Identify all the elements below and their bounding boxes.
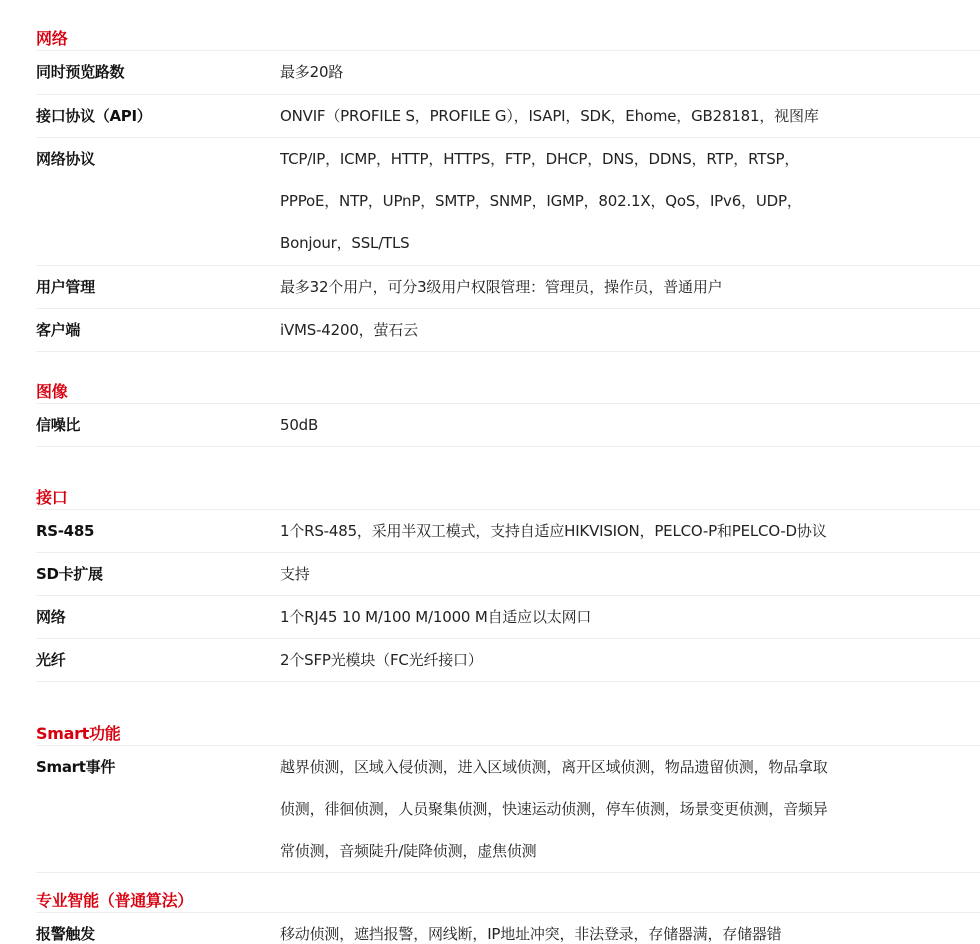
spec-row bbox=[36, 912, 980, 943]
spec-value-line: iVMS-4200，萤石云 bbox=[280, 321, 418, 339]
spec-value-line: 1个RS-485，采用半双工模式，支持自适应HIKVISION，PELCO-P和PELCO-D协议 bbox=[280, 522, 827, 540]
spec-value-line: 越界侦测，区域入侵侦测，进入区域侦测，离开区域侦测，物品遗留侦测，物品拿取 bbox=[280, 758, 828, 776]
spec-value-line: 最多20路 bbox=[280, 63, 344, 81]
spec-value bbox=[280, 51, 980, 94]
spec-value-line: 常侦测，音频陡升/陡降侦测，虚焦侦测 bbox=[280, 842, 537, 860]
section-title: 图像 bbox=[36, 382, 68, 401]
spec-key: SD卡扩展 bbox=[36, 565, 103, 583]
spec-value bbox=[280, 913, 980, 943]
spec-value bbox=[280, 596, 980, 638]
spec-key: 用户管理 bbox=[36, 278, 95, 296]
spec-key: RS-485 bbox=[36, 522, 95, 540]
spec-value bbox=[280, 639, 980, 681]
spec-value bbox=[280, 266, 980, 308]
spec-value-line: 侦测，徘徊侦测，人员聚集侦测，快速运动侦测，停车侦测，场景变更侦测，音频异 bbox=[280, 800, 828, 818]
spec-value bbox=[280, 309, 980, 351]
spec-value bbox=[280, 510, 980, 552]
spec-row bbox=[36, 638, 980, 682]
section-image bbox=[36, 381, 980, 447]
section-network bbox=[36, 28, 980, 352]
spec-value bbox=[280, 553, 980, 595]
section-smart bbox=[36, 723, 980, 873]
spec-row bbox=[36, 552, 980, 595]
spec-value-line: 50dB bbox=[280, 416, 319, 434]
spec-key: 报警触发 bbox=[36, 925, 95, 943]
spec-key: 信噪比 bbox=[36, 416, 81, 434]
spec-key: 网络 bbox=[36, 608, 66, 626]
spec-key: 同时预览路数 bbox=[36, 63, 125, 81]
section-interface bbox=[36, 487, 980, 682]
spec-row bbox=[36, 595, 980, 638]
section-pro-intelligence bbox=[36, 890, 980, 943]
spec-key: Smart事件 bbox=[36, 758, 116, 776]
spec-value-line: TCP/IP，ICMP，HTTP，HTTPS，FTP，DHCP，DNS，DDNS，RTP，RTSP， bbox=[280, 150, 800, 168]
spec-value-line: 2个SFP光模块（FC光纤接口） bbox=[280, 651, 483, 669]
spec-value bbox=[280, 404, 980, 446]
spec-row bbox=[36, 308, 980, 352]
section-title: Smart功能 bbox=[36, 724, 121, 743]
spec-value-line: 最多32个用户，可分3级用户权限管理：管理员，操作员，普通用户 bbox=[280, 278, 723, 296]
spec-value-line: Bonjour，SSL/TLS bbox=[280, 234, 410, 252]
spec-key: 接口协议（API） bbox=[36, 107, 152, 125]
spec-value-line: 1个RJ45 10 M/100 M/1000 M自适应以太网口 bbox=[280, 608, 592, 626]
spec-key: 网络协议 bbox=[36, 150, 95, 168]
spec-row bbox=[36, 745, 980, 873]
spec-row bbox=[36, 50, 980, 94]
spec-value-line: ONVIF（PROFILE S，PROFILE G），ISAPI，SDK，Ehome，GB28181，视图库 bbox=[280, 107, 819, 125]
spec-value bbox=[280, 138, 980, 265]
spec-key: 客户端 bbox=[36, 321, 81, 339]
spec-row bbox=[36, 403, 980, 447]
spec-key: 光纤 bbox=[36, 651, 66, 669]
section-title: 专业智能（普通算法） bbox=[36, 891, 194, 910]
section-title: 网络 bbox=[36, 29, 68, 48]
section-title: 接口 bbox=[36, 488, 68, 507]
spec-row bbox=[36, 509, 980, 552]
spec-value bbox=[280, 95, 980, 137]
spec-row bbox=[36, 94, 980, 137]
spec-row bbox=[36, 265, 980, 308]
spec-row bbox=[36, 137, 980, 265]
spec-value-line: 支持 bbox=[280, 565, 310, 583]
spec-value-line: 移动侦测，遮挡报警，网线断，IP地址冲突，非法登录，存储器满，存储器错 bbox=[280, 925, 782, 943]
spec-value bbox=[280, 746, 980, 872]
spec-value-line: PPPoE，NTP，UPnP，SMTP，SNMP，IGMP，802.1X，QoS，IPv6，UDP， bbox=[280, 192, 802, 210]
